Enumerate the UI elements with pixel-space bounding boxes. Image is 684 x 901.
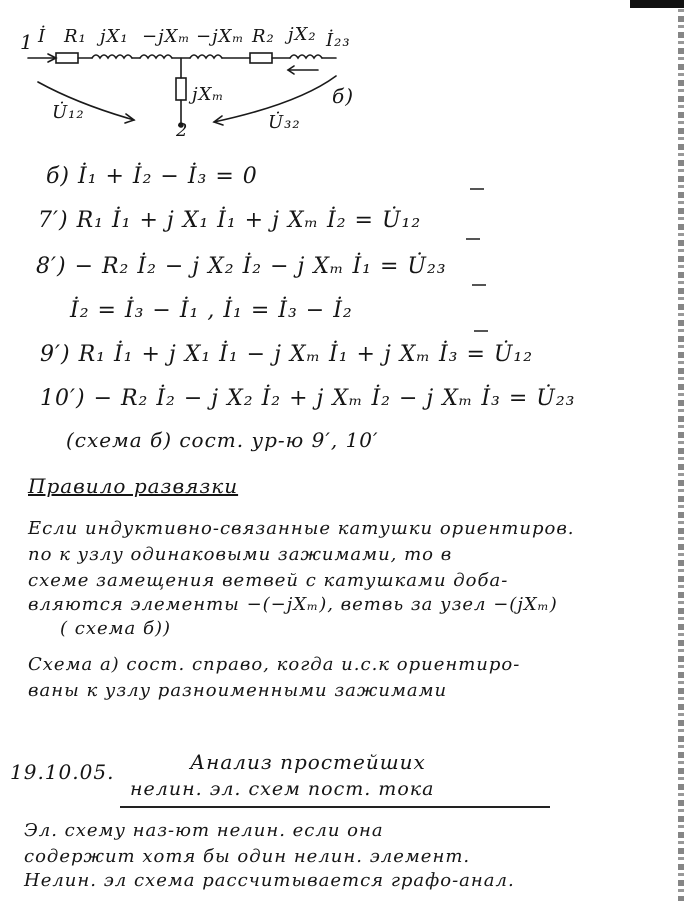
r1-label: R₁ (64, 26, 87, 47)
neg-jxm-b-label: −jXₘ (196, 26, 245, 47)
label-b: б) (332, 84, 355, 108)
body-line: Эл. схему наз-ют нелин. если она (24, 820, 384, 841)
equation-substitution: İ₂ = İ₃ − İ₁ , İ₁ = İ₃ − İ₂ (70, 298, 353, 323)
title-line-2: нелин. эл. схем пост. тока (130, 778, 435, 800)
title-line-1: Анализ простейших (190, 750, 426, 774)
i23-label: İ₂₃ (326, 30, 351, 51)
scheme-line: Схема а) сост. справо, когда и.с.к ориентиро- (28, 654, 521, 675)
equation-9: 9′) R₁ İ₁ + j X₁ İ₁ − j Xₘ İ₁ + j Xₘ İ₃ = U̇₁₂ (40, 342, 534, 367)
rule-line: схеме замещения ветвей с катушками доба- (28, 570, 509, 591)
date: 19.10.05. (10, 760, 115, 784)
equation-10: 10′) − R₂ İ₂ − j X₂ İ₂ + j Xₘ İ₂ − j Xₘ İ₃ = U̇₂₃ (40, 386, 576, 411)
section-heading: Правило развязки (28, 474, 239, 498)
jx1-label: jX₁ (100, 26, 129, 47)
body-line: содержит хотя бы один нелин. элемент. (24, 846, 471, 867)
rule-line: вляются элементы −(−jXₘ), ветвь за узел −(jXₘ) (28, 594, 558, 615)
stray-mark (470, 188, 484, 190)
scan-edge-right (678, 0, 684, 901)
equation-7: 7′) R₁ İ₁ + j X₁ İ₁ + j Xₘ İ₂ = U̇₁₂ (38, 208, 422, 233)
rule-line: по к узлу одинаковыми зажимами, то в (28, 544, 453, 565)
u12-label: U̇₁₂ (52, 102, 85, 123)
neg-jxm-a-label: −jXₘ (142, 26, 191, 47)
node-2-label: 2 (176, 120, 189, 141)
stray-mark (474, 330, 488, 332)
node-1-label: 1 (20, 30, 34, 54)
scan-edge-top (630, 0, 684, 8)
rule-line: ( схема б)) (60, 618, 172, 639)
equation-b: б) İ₁ + İ₂ − İ₃ = 0 (46, 164, 258, 189)
body-line: Нелин. эл схема рассчитывается графо-анал. (24, 870, 515, 891)
scheme-line: ваны к узлу разноименными зажимами (28, 680, 448, 701)
jx2-label: jX₂ (288, 24, 317, 45)
title-underline (120, 806, 550, 808)
stray-mark (466, 238, 480, 240)
r2-label: R₂ (252, 26, 275, 47)
u32-label: U̇₃₂ (268, 112, 301, 133)
equation-8: 8′) − R₂ İ₂ − j X₂ İ₂ − j Xₘ İ₁ = U̇₂₃ (36, 254, 447, 279)
stray-mark (472, 284, 486, 286)
current-in-label: İ (38, 26, 47, 47)
shunt-jxm-label: jXₘ (192, 84, 225, 105)
equation-note: (схема б) сост. ур-ю 9′, 10′ (66, 428, 379, 452)
rule-line: Если индуктивно-связанные катушки ориентиров. (28, 518, 575, 539)
